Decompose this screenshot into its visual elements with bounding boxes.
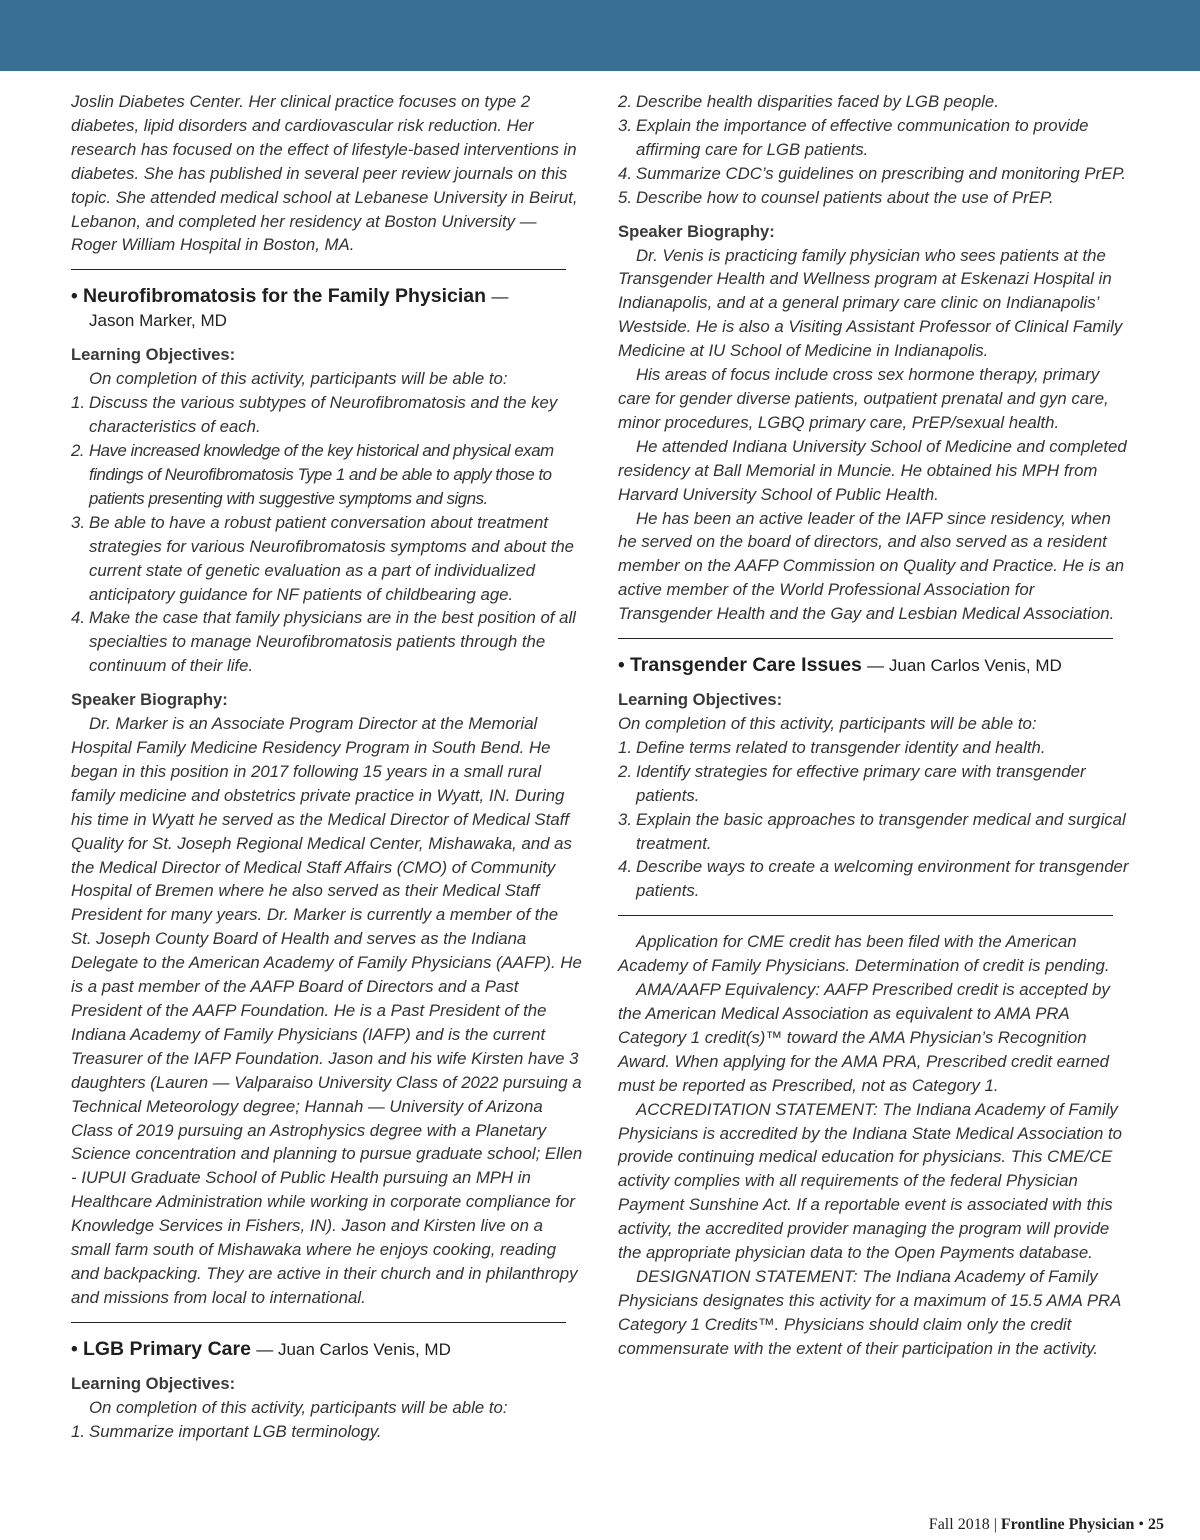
session-heading-transgender [618, 653, 1130, 678]
bullet: • [71, 1338, 78, 1360]
session-speaker: — Juan Carlos Venis, MD [867, 656, 1062, 676]
objective-item: 5. Describe how to counsel patients about the use of PrEP. [618, 187, 1054, 207]
objective-item: 4. Describe ways to create a welcoming environment for transgender patients. [618, 857, 1129, 901]
bio-paragraph: He attended Indiana University School of Medicine and completed residency at Ball Memorial in Muncie. He obtained his MPH from Harvard University School of Public Health. [618, 436, 1127, 504]
section-divider [71, 269, 566, 270]
objective-item: 1. Summarize important LGB terminology. [71, 1421, 382, 1441]
designation-statement: DESIGNATION STATEMENT: The Indiana Academy of Family Physicians designates this activity for a maximum of 15.5 AMA PRA Category 1 Credits™. Physicians should claim only the credit commensurate with the extent of their participation in the activity. [618, 1266, 1121, 1358]
session-heading-neurofibromatosis [71, 284, 583, 309]
issue-date: Fall 2018 [928, 1516, 990, 1533]
objective-item: 2. Describe health disparities faced by LGB people. [618, 92, 999, 111]
objectives-list [71, 391, 583, 678]
right-column [618, 90, 1130, 1361]
bullet: • [618, 655, 625, 677]
bullet: • [71, 286, 78, 308]
objectives-intro: On completion of this activity, participants will be able to: [89, 369, 508, 389]
learning-objectives-heading: Learning Objectives: [618, 690, 783, 710]
accreditation-statement: ACCREDITATION STATEMENT: The Indiana Academy of Family Physicians is accredited by the Indiana State Medical Association to provide continuing medical education for physicians. This CME/CE activity complies with all requirements of the federal Physician Payment Sunshine Act. If a reportable event is associated with this activity, the accredited provider managing the program will provide the appropriate physician data to the Open Payments database. [618, 1099, 1123, 1263]
section-divider [618, 638, 1113, 639]
objectives-list [618, 736, 1130, 903]
page-number: 25 [1148, 1516, 1164, 1533]
section-divider [618, 915, 1113, 916]
session-heading-lgb [71, 1337, 583, 1362]
em-dash: — [491, 287, 509, 307]
learning-objectives-heading: Learning Objectives: [71, 345, 236, 365]
objective-item: 1. Define terms related to transgender identity and health. [618, 737, 1046, 757]
speaker-biography-heading: Speaker Biography: [618, 221, 775, 241]
objectives-intro: On completion of this activity, participants will be able to: [89, 1397, 508, 1417]
ama-equivalency-paragraph: AMA/AAFP Equivalency: AAFP Prescribed credit is accepted by the American Medical Association as equivalent to AMA PRA Category 1 credit(s)™ toward the AMA Physician’s Recognition Award. When applying for the AMA PRA, Prescribed credit earned must be reported as Prescribed, not as Category 1. [618, 980, 1110, 1095]
bio-paragraph: Dr. Venis is practicing family physician who sees patients at the Transgender Health and Wellness program at Eskenazi Hospital in Indianapolis, and at a general primary care clinic on Indianapolis’ Westside. He is also a Visiting Assistant Professor of Clinical Family Medicine at IU School of Medicine in Indianapolis. [618, 245, 1123, 361]
cme-application-paragraph: Application for CME credit has been filed with the American Academy of Family Physicians. Determination of credit is pending. [618, 932, 1110, 976]
session-title: LGB Primary Care [82, 1337, 251, 1360]
objective-item: 3. Be able to have a robust patient conversation about treatment strategies for various Neurofibromatosis symptoms and about the current state of genetic evaluation as a part of individualized anticipatory guidance for NF patients of childbearing age. [71, 512, 575, 604]
objective-item: 3. Explain the basic approaches to transgender medical and surgical treatment. [618, 809, 1126, 853]
session-speaker: Jason Marker, MD [89, 311, 227, 331]
learning-objectives-heading: Learning Objectives: [71, 1373, 236, 1393]
objective-item: 2. Identify strategies for effective primary care with transgender patients. [618, 761, 1086, 805]
speaker-biography-heading: Speaker Biography: [71, 690, 228, 710]
publication-name: Frontline Physician [1000, 1516, 1135, 1533]
objectives-list [71, 1420, 583, 1444]
session-speaker: — Juan Carlos Venis, MD [256, 1339, 451, 1359]
left-column [71, 90, 583, 1444]
bio-paragraph: His areas of focus include cross sex hormone therapy, primary care for gender diverse patients, outpatient prenatal and gyn care, minor procedures, LGBQ primary care, PrEP/sexual health. [618, 365, 1109, 432]
objective-item: 4. Make the case that family physicians are in the best position of all specialties to manage Neurofibromatosis patients through the continuum of their life. [71, 608, 576, 676]
session-title: Neurofibromatosis for the Family Physician [82, 285, 487, 308]
footer-separator: | [993, 1516, 997, 1533]
bio-continuation: Joslin Diabetes Center. Her clinical practice focuses on type 2 diabetes, lipid disorders and cardiovascular risk reduction. Her research has focused on the effect of lifestyle-based interventions in diabetes. She has published in several peer review journals on this topic. She attended medical school at Lebanese University in Beirut, Lebanon, and completed her residency at Boston University — Roger William Hospital in Boston, MA. [71, 92, 578, 255]
session-title: Transgender Care Issues [629, 654, 862, 677]
objective-item: 2. Have increased knowledge of the key historical and physical exam findings of Neurofibromatosis Type 1 and be able to apply those to patients presenting with suggestive symptoms and signs. [71, 441, 554, 508]
section-divider [71, 1322, 566, 1323]
speaker-biography: Dr. Marker is an Associate Program Director at the Memorial Hospital Family Medicine Residency Program in South Bend. He began in this position in 2017 following 15 years in a small rural family medicine and obstetrics private practice in Wyatt, IN. During his time in Wyatt he served as the Medical Director of Medical Staff Quality for St. Joseph Regional Medical Center, Mishawaka, and as the Medical Director of Medical Staff Affairs (CMO) of Community Hospital of Bremen where he also served as their Medical Staff President for many years. Dr. Marker is currently a member of the St. Joseph County Board of Health and serves as the Indiana Delegate to the American Academy of Family Physicians (AAFP). He is a past member of the AAFP Board of Directors and a Past President of the AAFP Foundation. He is a Past President of the Indiana Academy of Family Physicians (IAFP) and is the current Treasurer of the IAFP Foundation. Jason and his wife Kirsten have 3 daughters (Lauren — Valparaiso University Class of 2022 pursuing a Technical Meteorology degree; Hannah — University of Arizona Class of 2019 pursuing an Astrophysics degree with a Planetary Science concentration and planning to pursue graduate school; Ellen - IUPUI Graduate School of Public Health pursuing an MPH in Healthcare Administration while working in corporate compliance for Knowledge Services in Fishers, IN). Jason and Kirsten live on a small farm south of Mishawaka where he enjoys cooking, reading and backpacking. They are active in their church and in philanthropy and missions from local to international. [71, 714, 583, 1307]
objective-item: 4. Summarize CDC’s guidelines on prescribing and monitoring PrEP. [618, 163, 1126, 183]
objective-item: 3. Explain the importance of effective communication to provide affirming care for LGB patients. [618, 115, 1089, 159]
objectives-list-continued [618, 90, 1130, 210]
footer-dot: • [1138, 1516, 1144, 1533]
page-footer [929, 1516, 1164, 1534]
bio-paragraph: He has been an active leader of the IAFP since residency, when he served on the board of directors, and also served as a resident member on the AAFP Commission on Quality and Practice. He is an active member of the World Professional Association for Transgender Health and the Gay and Lesbian Medical Association. [618, 508, 1125, 624]
header-band [0, 0, 1200, 71]
objective-item: 1. Discuss the various subtypes of Neurofibromatosis and the key characteristics of each. [71, 393, 558, 437]
objectives-intro: On completion of this activity, participants will be able to: [618, 714, 1037, 734]
